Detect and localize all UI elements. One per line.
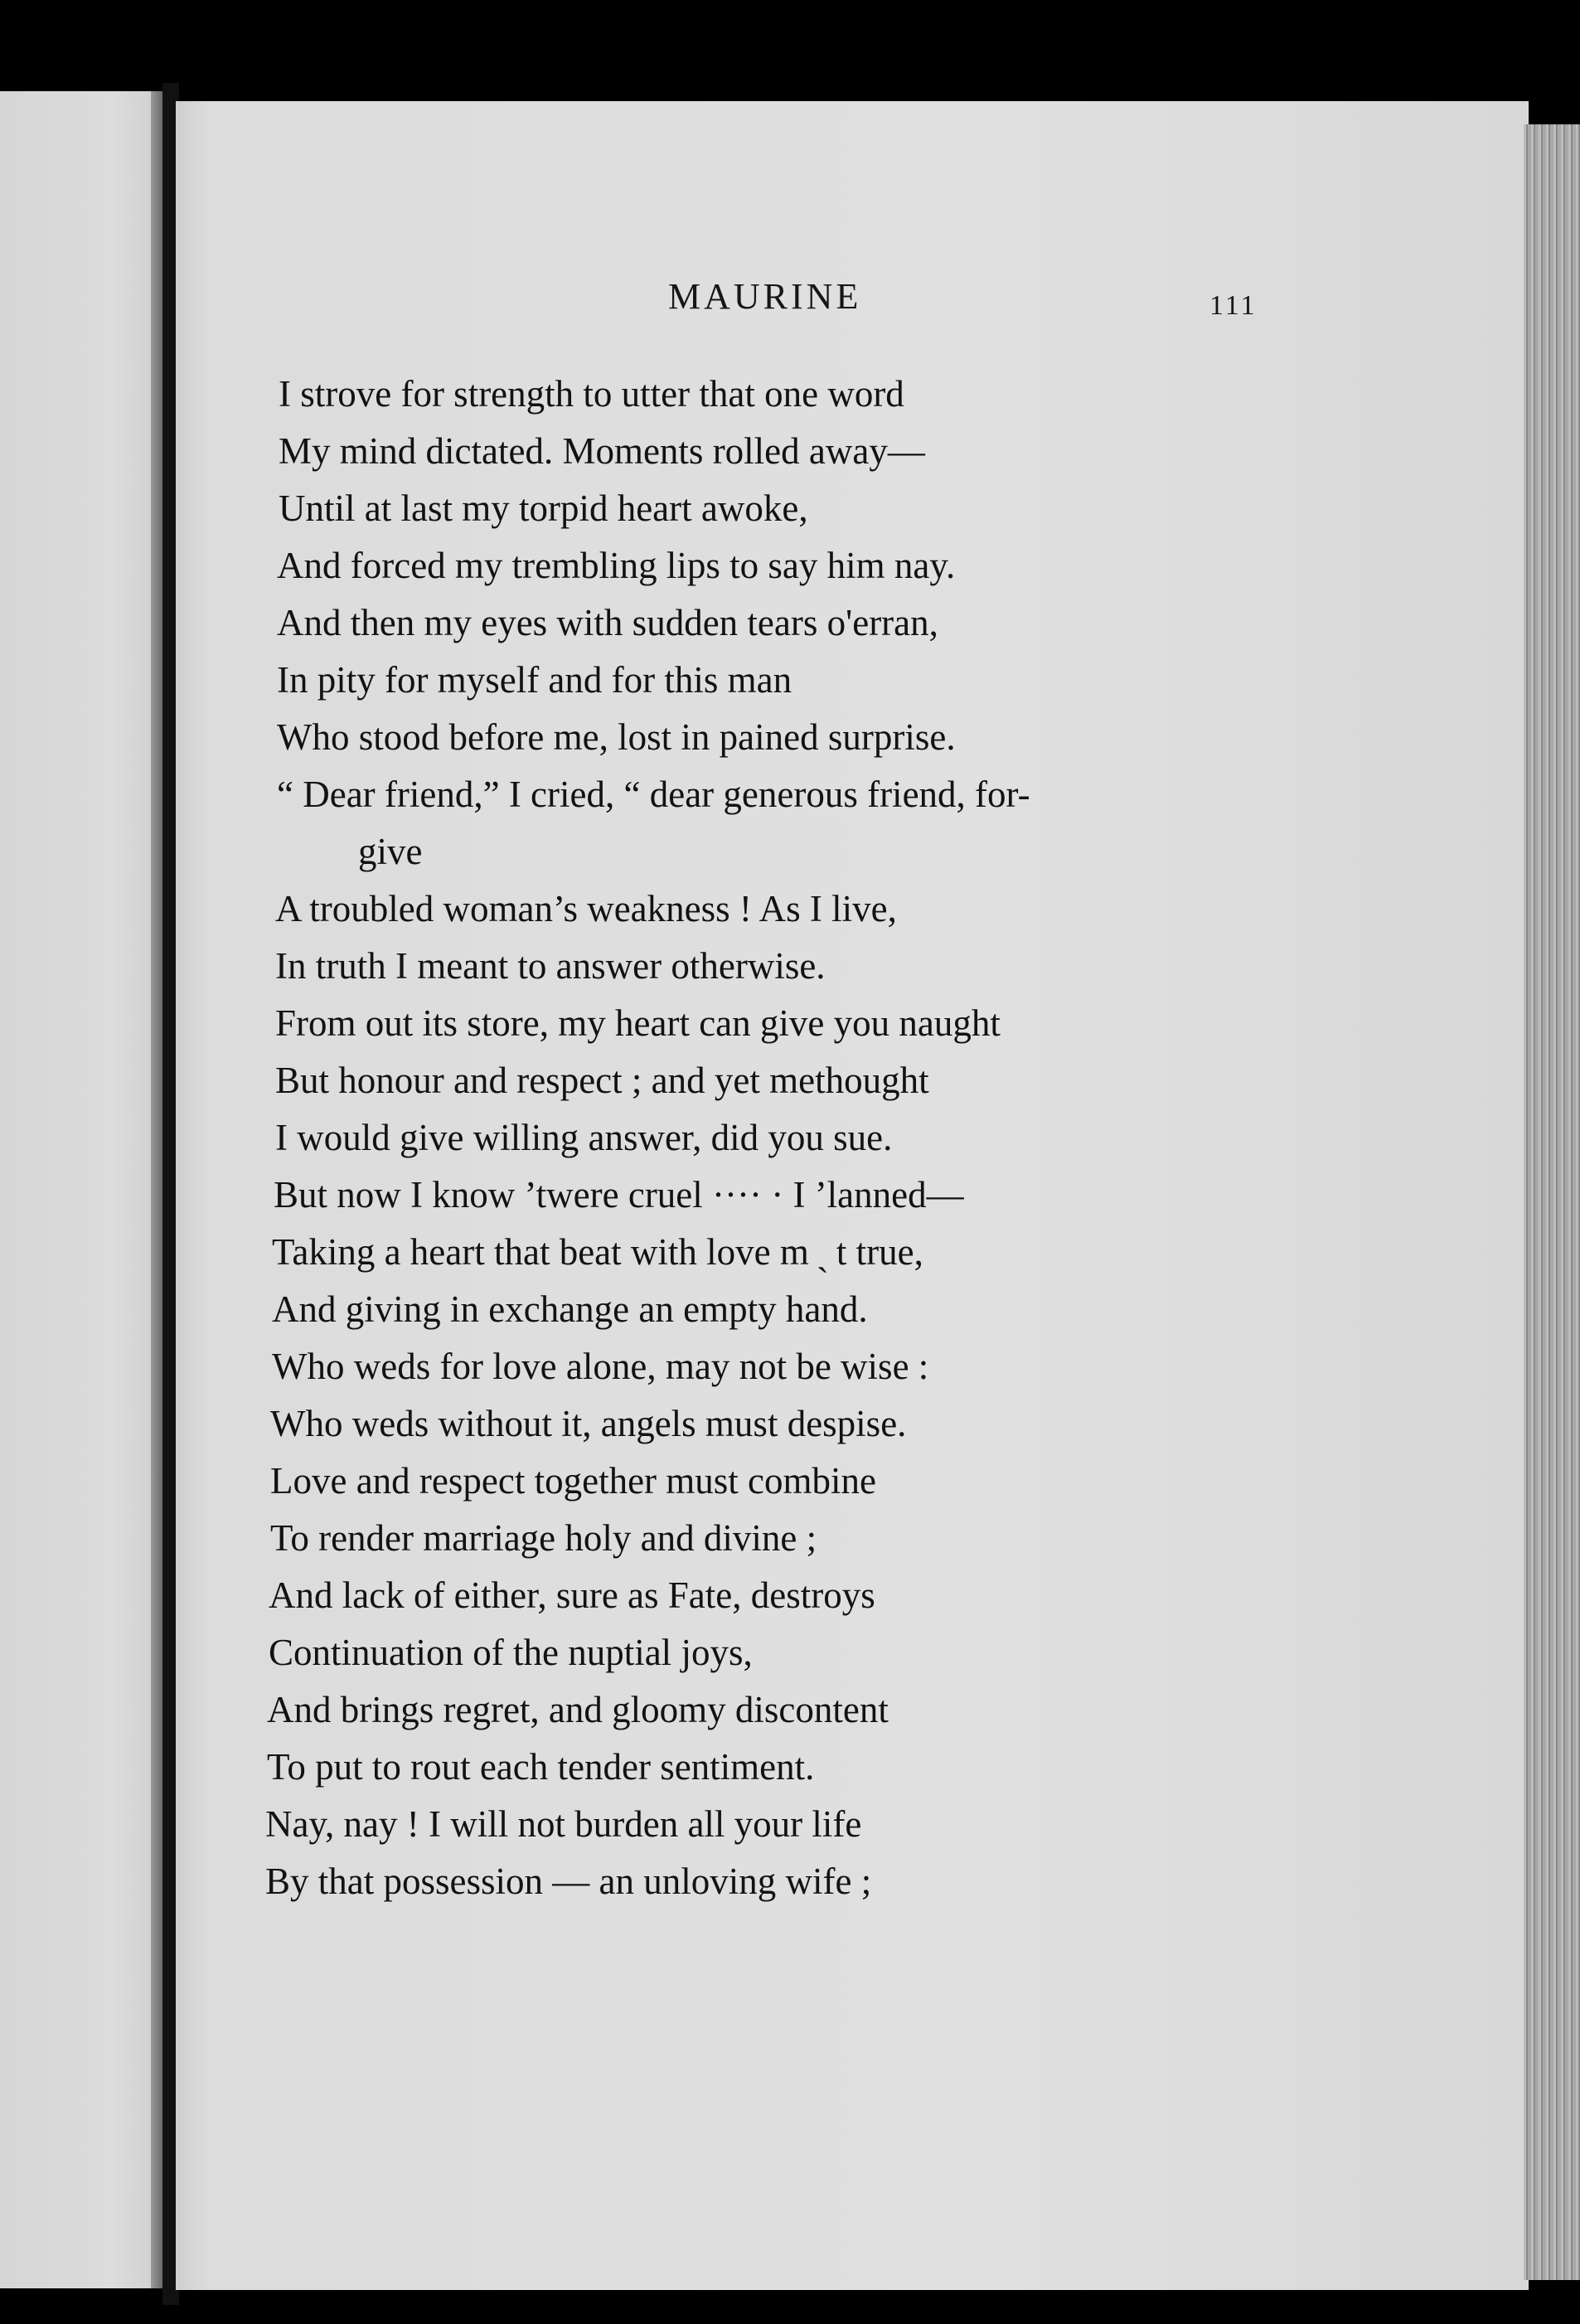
poem-line: Continuation of the nuptial joys, [269, 1632, 753, 1673]
poem-line: In pity for myself and for this man [277, 659, 792, 701]
poem-line: Taking a heart that beat with love m ˎ t true, [272, 1231, 923, 1273]
poem-line: Love and respect together must combine [270, 1460, 877, 1502]
poem-line: Who weds for love alone, may not be wise : [272, 1346, 929, 1387]
poem-line: But honour and respect ; and yet methought [275, 1060, 929, 1101]
poem-line: give [358, 831, 423, 872]
poem-line: My mind dictated. Moments rolled away— [279, 430, 925, 472]
poem-line: To render marriage holy and divine ; [270, 1517, 817, 1559]
page-number: 111 [1209, 290, 1258, 321]
poem-line: A troubled woman’s weakness ! As I live, [275, 888, 897, 929]
poem-line: I strove for strength to utter that one word [279, 373, 904, 415]
poem-line: To put to rout each tender sentiment. [267, 1746, 815, 1788]
poem-line: But now I know ’twere cruel ···· · I ʼlanned— [274, 1174, 964, 1215]
poem-line: And giving in exchange an empty hand. [272, 1288, 868, 1330]
poem-line: Who stood before me, lost in pained surprise. [277, 716, 956, 758]
poem-line: By that possession — an unloving wife ; [265, 1861, 872, 1902]
poem-line: And then my eyes with sudden tears o'erran, [277, 602, 938, 643]
poem-line: From out its store, my heart can give you naught [275, 1002, 1001, 1044]
poem-line: “ Dear friend,” I cried, “ dear generous friend, for- [277, 774, 1030, 815]
poem-line: And forced my trembling lips to say him nay. [277, 545, 956, 586]
poem-line: And brings regret, and gloomy discontent [267, 1689, 889, 1730]
poem-line: I would give willing answer, did you sue. [275, 1117, 893, 1158]
poem-line: Nay, nay ! I will not burden all your life [265, 1803, 862, 1845]
poem-line: Until at last my torpid heart awoke, [279, 488, 808, 529]
poem-line: In truth I meant to answer otherwise. [275, 945, 826, 987]
running-head: MAURINE [668, 276, 862, 317]
poem-line: Who weds without it, angels must despise. [270, 1403, 907, 1444]
poem-line: And lack of either, sure as Fate, destroys [269, 1574, 875, 1616]
